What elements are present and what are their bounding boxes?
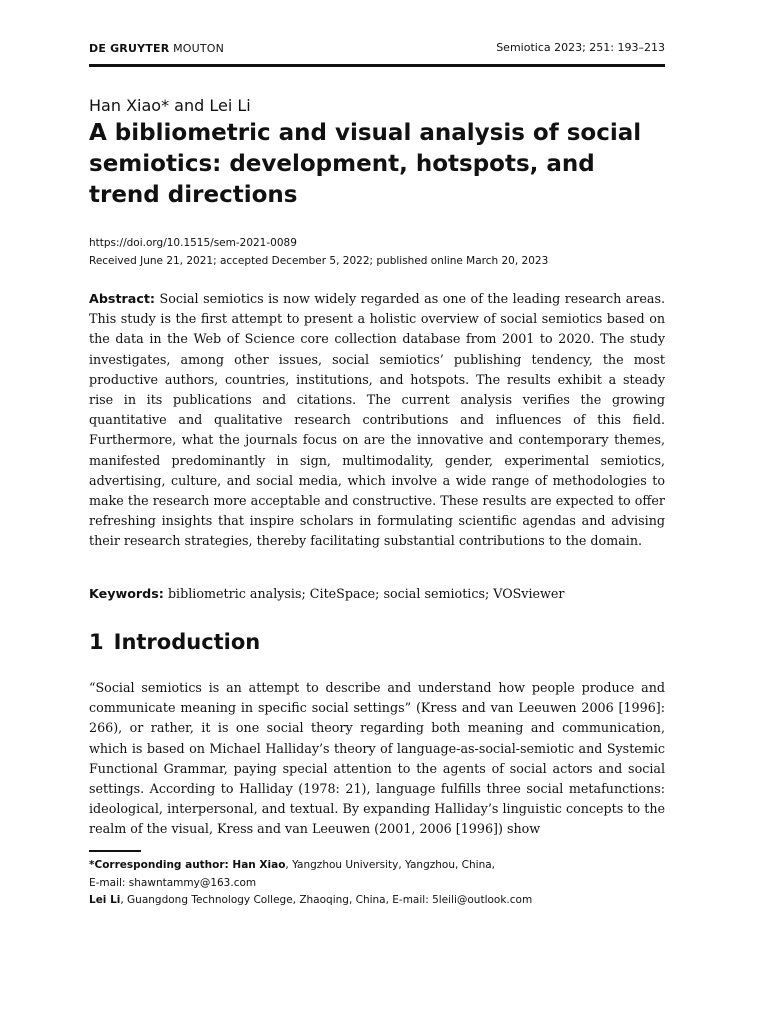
keywords-text: bibliometric analysis; CiteSpace; social semiotics; VOSviewer [167, 586, 565, 601]
corresponding-author-affiliation: , Yangzhou University, Yangzhou, China, [285, 859, 496, 871]
second-author-affiliation: , Guangdong Technology College, Zhaoqing, China, E-mail: 5leili@outlook.com [120, 894, 533, 906]
section-heading [89, 630, 260, 654]
keywords-label: Keywords: [89, 586, 164, 601]
second-author-name: Lei Li [89, 894, 121, 906]
abstract-text: Social semiotics is now widely regarded as one of the leading research areas. This study is the first attempt to present a holistic overview of social semiotics based on the data in the Web of Science core collection database from 2001 to 2020. The study investigates, among other issues, social semiotics’ publishing tendency, the most productive authors, countries, institutions, and hotspots. The results exhibit a steady rise in its publications and citations. The current analysis verifies the growing quantitative and qualitative research contributions and influences of this field. Furthermore, what the journals focus on are the innovative and contemporary themes, manifested predominantly in sign, multimodality, gender, experimental semiotics, advertising, culture, and social media, which involve a wide range of methodologies to make the research more acceptable and constructive. These results are expected to offer refreshing insights that inspire scholars in formulating scientific agendas and advising their research strategies, thereby facilitating substantial contributions to the domain. [89, 291, 665, 549]
article-authors: Han Xiao* and Lei Li [89, 96, 251, 115]
publisher-name [89, 42, 224, 55]
publication-history: Received June 21, 2021; accepted December 5, 2022; published online March 20, 2023 [89, 255, 549, 267]
footnotes [89, 857, 665, 910]
publisher-rest: MOUTON [173, 42, 225, 55]
header-divider [89, 64, 665, 67]
introduction-paragraph: “Social semiotics is an attempt to describe and understand how people produce and communicate meaning in specific social settings” (Kress and van Leeuwen 2006 [1996]: 266), or rather, it is one social theory regarding both meaning and communication, which is based on Michael Halliday’s theory of language-as-social-semiotic and Systemic Functional Grammar, paying special attention to the agents of social actors and social settings. According to Halliday (1978: 21), language fulfills three social metafunctions: ideological, interpersonal, and textual. By expanding Halliday’s linguistic concepts to the realm of the visual, Kress and van Leeuwen (2001, 2006 [1996]) show [89, 680, 665, 837]
corresponding-author-email: E-mail: shawntammy@163.com [89, 876, 257, 889]
abstract [89, 289, 665, 552]
section-title: Introduction [113, 630, 261, 654]
section-number: 1 [89, 630, 104, 654]
page-header [89, 40, 665, 60]
article-meta [89, 234, 665, 270]
journal-reference: Semiotica 2023; 251: 193–213 [496, 41, 665, 54]
doi-link[interactable]: https://doi.org/10.1515/sem-2021-0089 [89, 237, 297, 249]
corresponding-author-label: *Corresponding author: Han Xiao [89, 859, 286, 871]
corresponding-author-line [89, 857, 665, 875]
publisher-bold: DE GRUYTER [89, 42, 170, 55]
article-title: A bibliometric and visual analysis of social semiotics: development, hotspots, and trend directions [89, 120, 642, 208]
keywords [89, 584, 665, 604]
abstract-label: Abstract: [89, 291, 155, 306]
footnote-divider [89, 850, 141, 852]
second-author-line [89, 892, 665, 910]
